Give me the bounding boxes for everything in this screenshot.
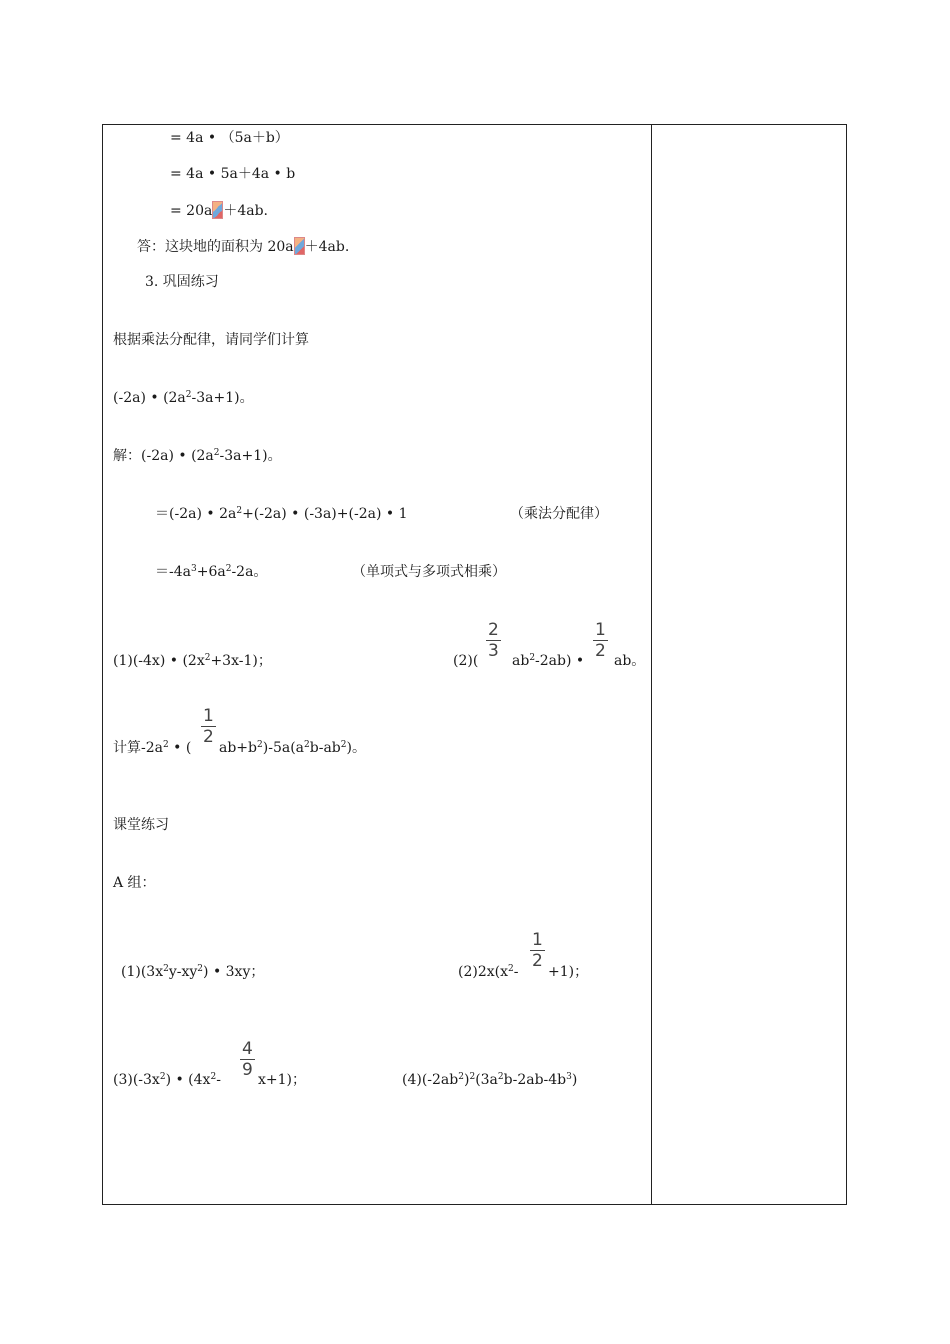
group-a-problem-3-part-b: x+1)； [258, 1072, 306, 1088]
calc-part-b: $ab+b^2)-5a(a^2b-ab^2)$。 [219, 740, 366, 756]
fraction-one-half: $\frac{1}{2}$ [532, 930, 543, 971]
answer-line: 答：这块地的面积为 20a ＋4ab. [137, 239, 350, 255]
derivation-line-2: = 4a • 5a＋4a • b [170, 166, 296, 182]
problem-2-part-a: (2)( [453, 653, 479, 669]
derivation-line-1: = 4a • （5a＋b） [170, 130, 289, 146]
group-a-problem-3-part-a: $(3)(-3x^2)$ • ($4x^2-$ [113, 1072, 221, 1088]
example-expression: (-2a) • $(2a^2-3a+1)$。 [113, 390, 254, 406]
fraction-two-thirds: $\frac{2}{3}$ [488, 620, 499, 661]
broken-image-icon [294, 237, 305, 255]
group-a-problem-4: $(4)(-2ab^2)^2(3a^2b-2ab-4b^3)$ [402, 1072, 578, 1088]
step-2-note: （单项式与多项式相乘） [352, 564, 506, 580]
group-a-label: A 组： [113, 875, 156, 891]
fraction-one-half: $\frac{1}{2}$ [203, 706, 214, 747]
problem-2-part-c: ab。 [614, 653, 646, 669]
fraction-four-ninths: $\frac{4}{9}$ [242, 1039, 253, 1080]
broken-image-icon [212, 201, 223, 219]
section-heading: 3. 巩固练习 [145, 274, 219, 290]
group-a-problem-1: $(1)(3x^2y-xy^2)$ • 3xy； [121, 964, 265, 980]
group-a-problem-2-part-b: +1)； [548, 964, 589, 980]
problem-1: (1)(-4x) • $(2x^2+3x-1)$； [113, 653, 272, 669]
fraction-one-half: $\frac{1}{2}$ [595, 620, 606, 661]
column-divider [651, 124, 652, 1205]
solution-step-1: ＝(-2a) • $2a^2+(-2a)$ • (-3a)+(-2a) • 1 [155, 506, 408, 522]
problem-2-part-b: $ab^2-2ab$) • [512, 653, 585, 669]
step-1-note: （乘法分配律） [510, 506, 608, 522]
intro-text: 根据乘法分配律，请同学们计算 [113, 332, 309, 348]
solution-step-2: $=-4a^3+6a^2-2a$。 [155, 564, 268, 580]
derivation-line-3: = 20a ＋4ab. [170, 203, 269, 219]
calc-part-a: 计算$-2a^2$ • ( [113, 740, 192, 756]
solution-line: 解：(-2a) • $(2a^2-3a+1)$。 [113, 448, 282, 464]
practice-heading: 课堂练习 [113, 817, 169, 833]
group-a-problem-2-part-a: $(2)2x(x^2-$ [458, 964, 519, 980]
